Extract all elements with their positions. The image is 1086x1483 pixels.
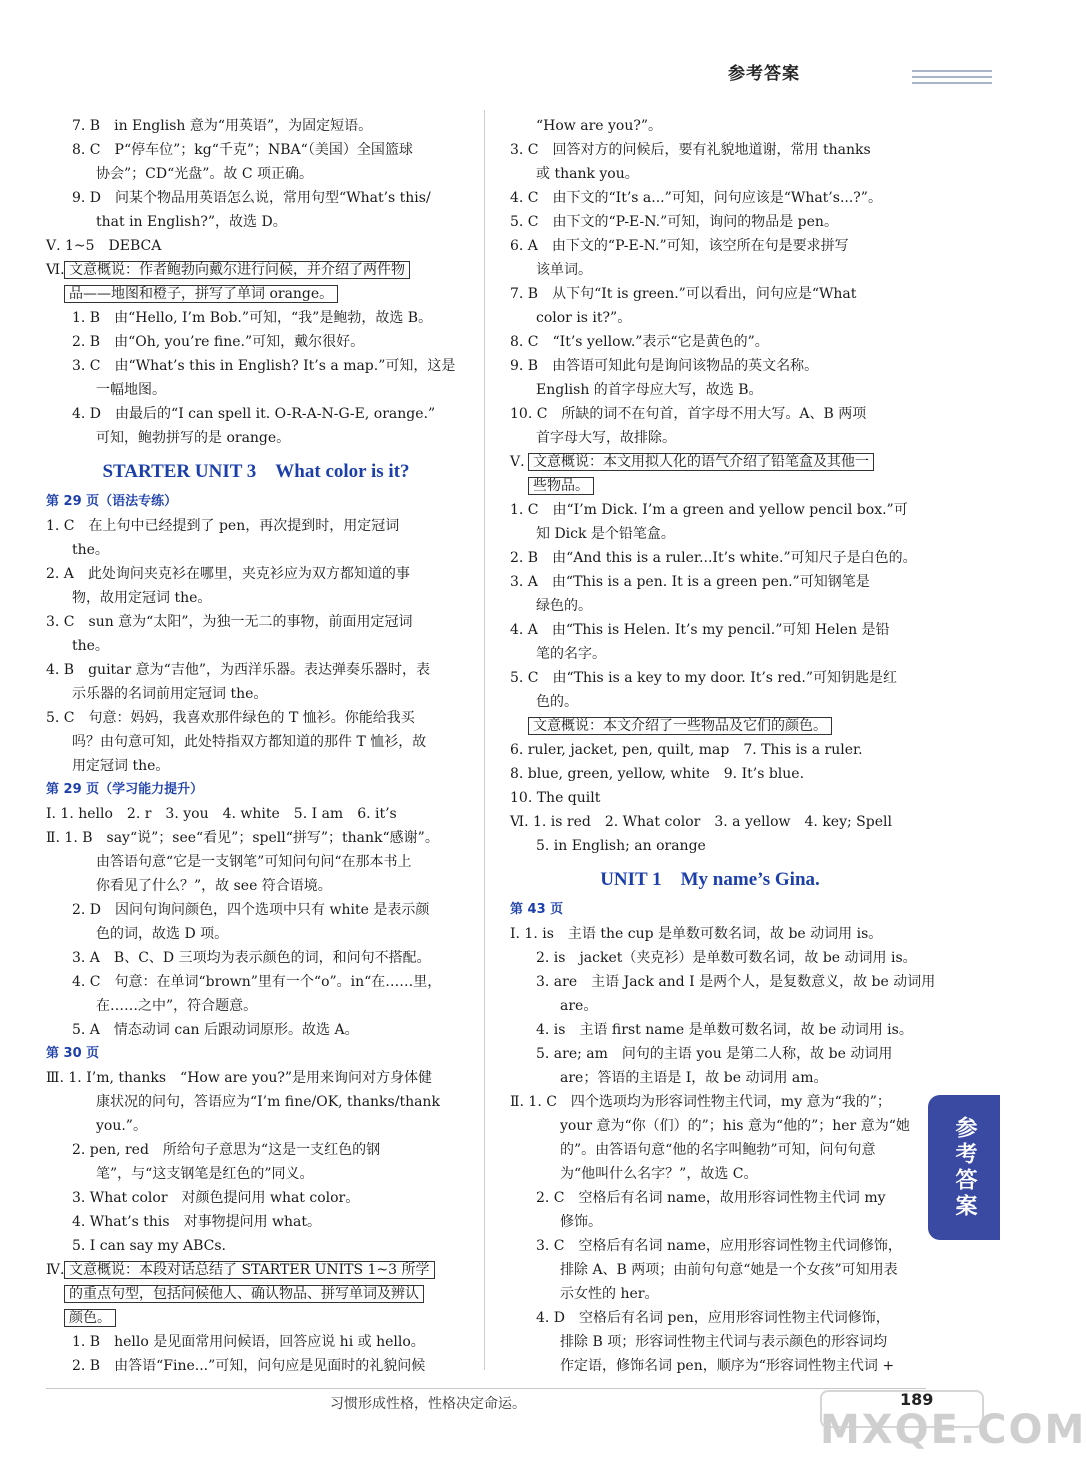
answer-line: 3. C 空格后有名词 name，应用形容词性物主代词修饰，: [536, 1238, 902, 1254]
answer-line: 协会”；CD“光盘”。故 C 项正确。: [96, 166, 314, 182]
answer-line: 色的词，故选 D 项。: [96, 926, 229, 942]
answer-line: 6. ruler, jacket, pen, quilt, map 7. This is a ruler.: [510, 742, 863, 758]
answer-line: 2. C 空格后有名词 name，故用形容词性物主代词 my: [536, 1190, 886, 1206]
answer-line: Ⅴ. 1~5 DEBCA: [46, 238, 162, 254]
answer-line: English 的首字母应大写，故选 B。: [536, 382, 763, 398]
answer-line: 3. A 由“This is a pen. It is a green pen.”可知钢笔是: [510, 574, 870, 590]
answer-line: Ⅲ. 1. I’m, thanks “How are you?”是用来询问对方身体健: [46, 1070, 433, 1086]
answer-line: 2. is jacket（夹克衫）是单数可数名词，故 be 动词用 is。: [536, 950, 917, 966]
answer-line: 2. pen, red 所给句子意思为“这是一支红色的钢: [72, 1142, 381, 1158]
answer-line: 用定冠词 the。: [72, 758, 170, 774]
summary-box-line: [510, 474, 910, 498]
answer-line: Ⅱ. 1. B say“说”；see“看见”；spell“拼写”；thank“感谢”。: [46, 830, 439, 846]
answer-line: 示女性的 her。: [560, 1286, 659, 1302]
answer-line: the。: [72, 542, 109, 558]
page-header: [700, 52, 1000, 112]
summary-box-line: [46, 282, 466, 306]
answer-line: color is it?”。: [536, 310, 632, 326]
answer-line: 首字母大写，故排除。: [536, 430, 676, 446]
column-divider: [484, 110, 485, 1370]
answer-line: 在……之中”，符合题意。: [96, 998, 258, 1014]
answer-line: 示乐器的名词前用定冠词 the。: [72, 686, 268, 702]
answer-line: Ⅵ. 1. is red 2. What color 3. a yellow 4. key; Spell: [510, 814, 892, 830]
summary-box-line: [46, 1258, 466, 1282]
answer-line: 3. C sun 意为“太阳”，为独一无二的事物，前面用定冠词: [46, 614, 413, 630]
answer-line: 2. D 因问句询问颜色，四个选项中只有 white 是表示颜: [72, 902, 430, 918]
left-column: [46, 114, 466, 1378]
answer-line: 或 thank you。: [536, 166, 639, 182]
answer-line: 2. B 由“And this is a ruler...It’s white.”可知尺子是白色的。: [510, 550, 917, 566]
page-label: 第 29 页（语法专练）: [46, 494, 178, 509]
page-label: 第 30 页: [46, 1046, 100, 1061]
answer-line: 的”。由答语句意“他的名字叫鲍勃”可知，问句句意: [560, 1142, 876, 1158]
answer-line: 1. C 由“I’m Dick. I’m a green and yellow pencil box.”可: [510, 502, 908, 518]
summary-box-text: 文意概说：本文用拟人化的语气介绍了铅笔盒及其他一: [528, 453, 874, 471]
answer-line: that in English?”，故选 D。: [96, 214, 287, 230]
summary-box-line: [510, 714, 910, 738]
answer-line: 物，故用定冠词 the。: [72, 590, 212, 606]
answer-line: 2. B 由答语“Fine...”可知，问句应是见面时的礼貌问候: [72, 1358, 426, 1374]
summary-box-text: 文意概说：作者鲍勃向戴尔进行问候，并介绍了两件物: [64, 261, 410, 279]
footer-motto: 习惯形成性格，性格决定命运。: [330, 1396, 526, 1412]
answer-line: 一幅地图。: [96, 382, 166, 398]
answer-line: 3. A B、C、D 三项均为表示颜色的词，和问句不搭配。: [72, 950, 431, 966]
page-number: 189: [900, 1390, 934, 1409]
answer-line: 5. C 由“This is a key to my door. It’s red.”可知钥匙是红: [510, 670, 897, 686]
summary-box-text: 颜色。: [64, 1309, 116, 1327]
answer-line: 4. B guitar 意为“吉他”，为西洋乐器。表达弹奏乐器时，表: [46, 662, 430, 678]
answer-line: 7. B in English 意为“用英语”，为固定短语。: [72, 118, 373, 134]
right-column: [510, 114, 936, 1378]
answer-line: 4. What’s this 对事物提问用 what。: [72, 1214, 321, 1230]
answer-line: 5. C 由下文的“P-E-N.”可知，询问的物品是 pen。: [510, 214, 838, 230]
answer-line: 该单词。: [536, 262, 592, 278]
answer-line: 2. A 此处询问夹克衫在哪里，夹克衫应为双方都知道的事: [46, 566, 410, 582]
answer-line: 4. is 主语 first name 是单数可数名词，故 be 动词用 is。: [536, 1022, 913, 1038]
section-numeral: Ⅵ.: [46, 262, 65, 278]
answer-line: “How are you?”。: [536, 118, 663, 134]
answer-line: 8. C “It’s yellow.”表示“它是黄色的”。: [510, 334, 769, 350]
answer-line: 3. are 主语 Jack and I 是两个人，是复数意义，故 be 动词用: [536, 974, 936, 990]
answer-line: 4. C 句意：在单词“brown”里有一个“o”。in“在……里，: [72, 974, 442, 990]
answer-line: the。: [72, 638, 109, 654]
answer-line: 4. A 由“This is Helen. It’s my pencil.”可知 Helen 是铅: [510, 622, 890, 638]
footer-rule: [46, 1388, 926, 1389]
summary-box-line: [46, 1282, 466, 1306]
summary-box-line: [46, 1306, 466, 1330]
unit-heading: STARTER UNIT 3 What color is it?: [102, 461, 410, 482]
answer-line: 1. B hello 是见面常用问候语，回答应说 hi 或 hello。: [72, 1334, 425, 1350]
answer-line: 笔”，与“这支钢笔是红色的”同义。: [96, 1166, 314, 1182]
answer-line: your 意为“你（们）的”；his 意为“他的”；her 意为“她: [560, 1118, 910, 1134]
answer-line: you.”。: [96, 1118, 147, 1134]
section-numeral: Ⅴ.: [510, 454, 525, 470]
side-tab-answers: 参考答案: [928, 1095, 1000, 1240]
page-label: 第 29 页（学习能力提升）: [46, 782, 204, 797]
answer-line: 由答语句意“它是一支钢笔”可知问句问“在那本书上: [96, 854, 412, 870]
answer-line: 知 Dick 是个铅笔盒。: [536, 526, 675, 542]
answer-line: 1. B 由“Hello, I’m Bob.”可知，“我”是鲍勃，故选 B。: [72, 310, 433, 326]
page-label: 第 43 页: [510, 902, 564, 917]
answer-line: Ⅰ. 1. hello 2. r 3. you 4. white 5. I am 6. it’s: [46, 806, 397, 822]
summary-box-text: 的重点句型，包括问候他人、确认物品、拼写单词及辨认: [64, 1285, 424, 1303]
answer-line: are。: [560, 998, 598, 1014]
answer-line: 为“他叫什么名字？”，故选 C。: [560, 1166, 758, 1182]
answer-line: 5. I can say my ABCs.: [72, 1238, 226, 1254]
unit-heading: UNIT 1 My name’s Gina.: [600, 869, 820, 890]
answer-line: 绿色的。: [536, 598, 592, 614]
answer-line: 9. B 由答语可知此句是询问该物品的英文名称。: [510, 358, 819, 374]
answer-line: 5. in English; an orange: [536, 838, 706, 854]
answer-line: 10. The quilt: [510, 790, 601, 806]
summary-box-text: 些物品。: [528, 477, 594, 495]
answer-line: 吗？由句意可知，此处特指双方都知道的那件 T 恤衫，故: [72, 734, 427, 750]
answer-line: 8. C P“停车位”；kg“千克”；NBA“（美国）全国篮球: [72, 142, 413, 158]
answer-line: Ⅰ. 1. is 主语 the cup 是单数可数名词，故 be 动词用 is。: [510, 926, 883, 942]
answer-line: 康状况的问句，答语应为“I’m fine/OK, thanks/thank: [96, 1094, 440, 1110]
answer-line: 4. C 由下文的“It’s a...”可知，问句应该是“What’s...?”。: [510, 190, 882, 206]
answer-line: 1. C 在上句中已经提到了 pen，再次提到时，用定冠词: [46, 518, 400, 534]
answer-line: 你看见了什么？”，故 see 符合语境。: [96, 878, 332, 894]
answer-line: 作定语，修饰名词 pen，顺序为“形容词性物主代词 +: [560, 1358, 895, 1374]
answer-line: are；答语的主语是 I，故 be 动词用 am。: [560, 1070, 828, 1086]
answer-line: 5. A 情态动词 can 后跟动词原形。故选 A。: [72, 1022, 359, 1038]
answer-line: 7. B 从下句“It is green.”可以看出，问句应是“What: [510, 286, 857, 302]
answer-line: 8. blue, green, yellow, white 9. It’s blue.: [510, 766, 805, 782]
answer-line: 4. D 空格后有名词 pen，应用形容词性物主代词修饰，: [536, 1310, 890, 1326]
answer-line: 修饰。: [560, 1214, 602, 1230]
answer-line: 可知，鲍勃拼写的是 orange。: [96, 430, 291, 446]
answer-line: 2. B 由“Oh, you’re fine.”可知，戴尔很好。: [72, 334, 365, 350]
watermark: MXQE.COM: [820, 1407, 1086, 1453]
header-decoration: [912, 70, 992, 88]
section-numeral: Ⅳ.: [46, 1262, 65, 1278]
answer-line: 色的。: [536, 694, 578, 710]
answer-line: 5. are; am 问句的主语 you 是第二人称，故 be 动词用: [536, 1046, 893, 1062]
answer-line: 4. D 由最后的“I can spell it. O-R-A-N-G-E, orange.”: [72, 406, 436, 422]
answer-line: 3. What color 对颜色提问用 what color。: [72, 1190, 360, 1206]
header-title: 参考答案: [728, 64, 800, 84]
answer-line: 10. C 所缺的词不在句首，首字母不用大写。A、B 两项: [510, 406, 867, 422]
answer-line: 3. C 回答对方的问候后，要有礼貌地道谢，常用 thanks: [510, 142, 871, 158]
summary-box-text: 文意概说：本段对话总结了 STARTER UNITS 1~3 所学: [64, 1261, 435, 1279]
answer-line: 排除 A、B 两项；由前句句意“她是一个女孩”可知用表: [560, 1262, 898, 1278]
summary-box-line: [46, 258, 466, 282]
summary-box-line: [510, 450, 910, 474]
answer-line: 笔的名字。: [536, 646, 606, 662]
summary-box-text: 品——地图和橙子，拼写了单词 orange。: [64, 285, 338, 303]
answer-line: 5. C 句意：妈妈，我喜欢那件绿色的 T 恤衫。你能给我买: [46, 710, 415, 726]
answer-line: Ⅱ. 1. C 四个选项均为形容词性物主代词，my 意为“我的”；: [510, 1094, 891, 1110]
summary-box-text: 文意概说：本文介绍了一些物品及它们的颜色。: [528, 717, 832, 735]
answer-line: 排除 B 项；形容词性物主代词与表示颜色的形容词均: [560, 1334, 888, 1350]
answer-line: 3. C 由“What’s this in English? It’s a map.”可知，这是: [72, 358, 456, 374]
answer-line: 9. D 问某个物品用英语怎么说，常用句型“What’s this/: [72, 190, 431, 206]
answer-line: 6. A 由下文的“P-E-N.”可知，该空所在句是要求拼写: [510, 238, 849, 254]
